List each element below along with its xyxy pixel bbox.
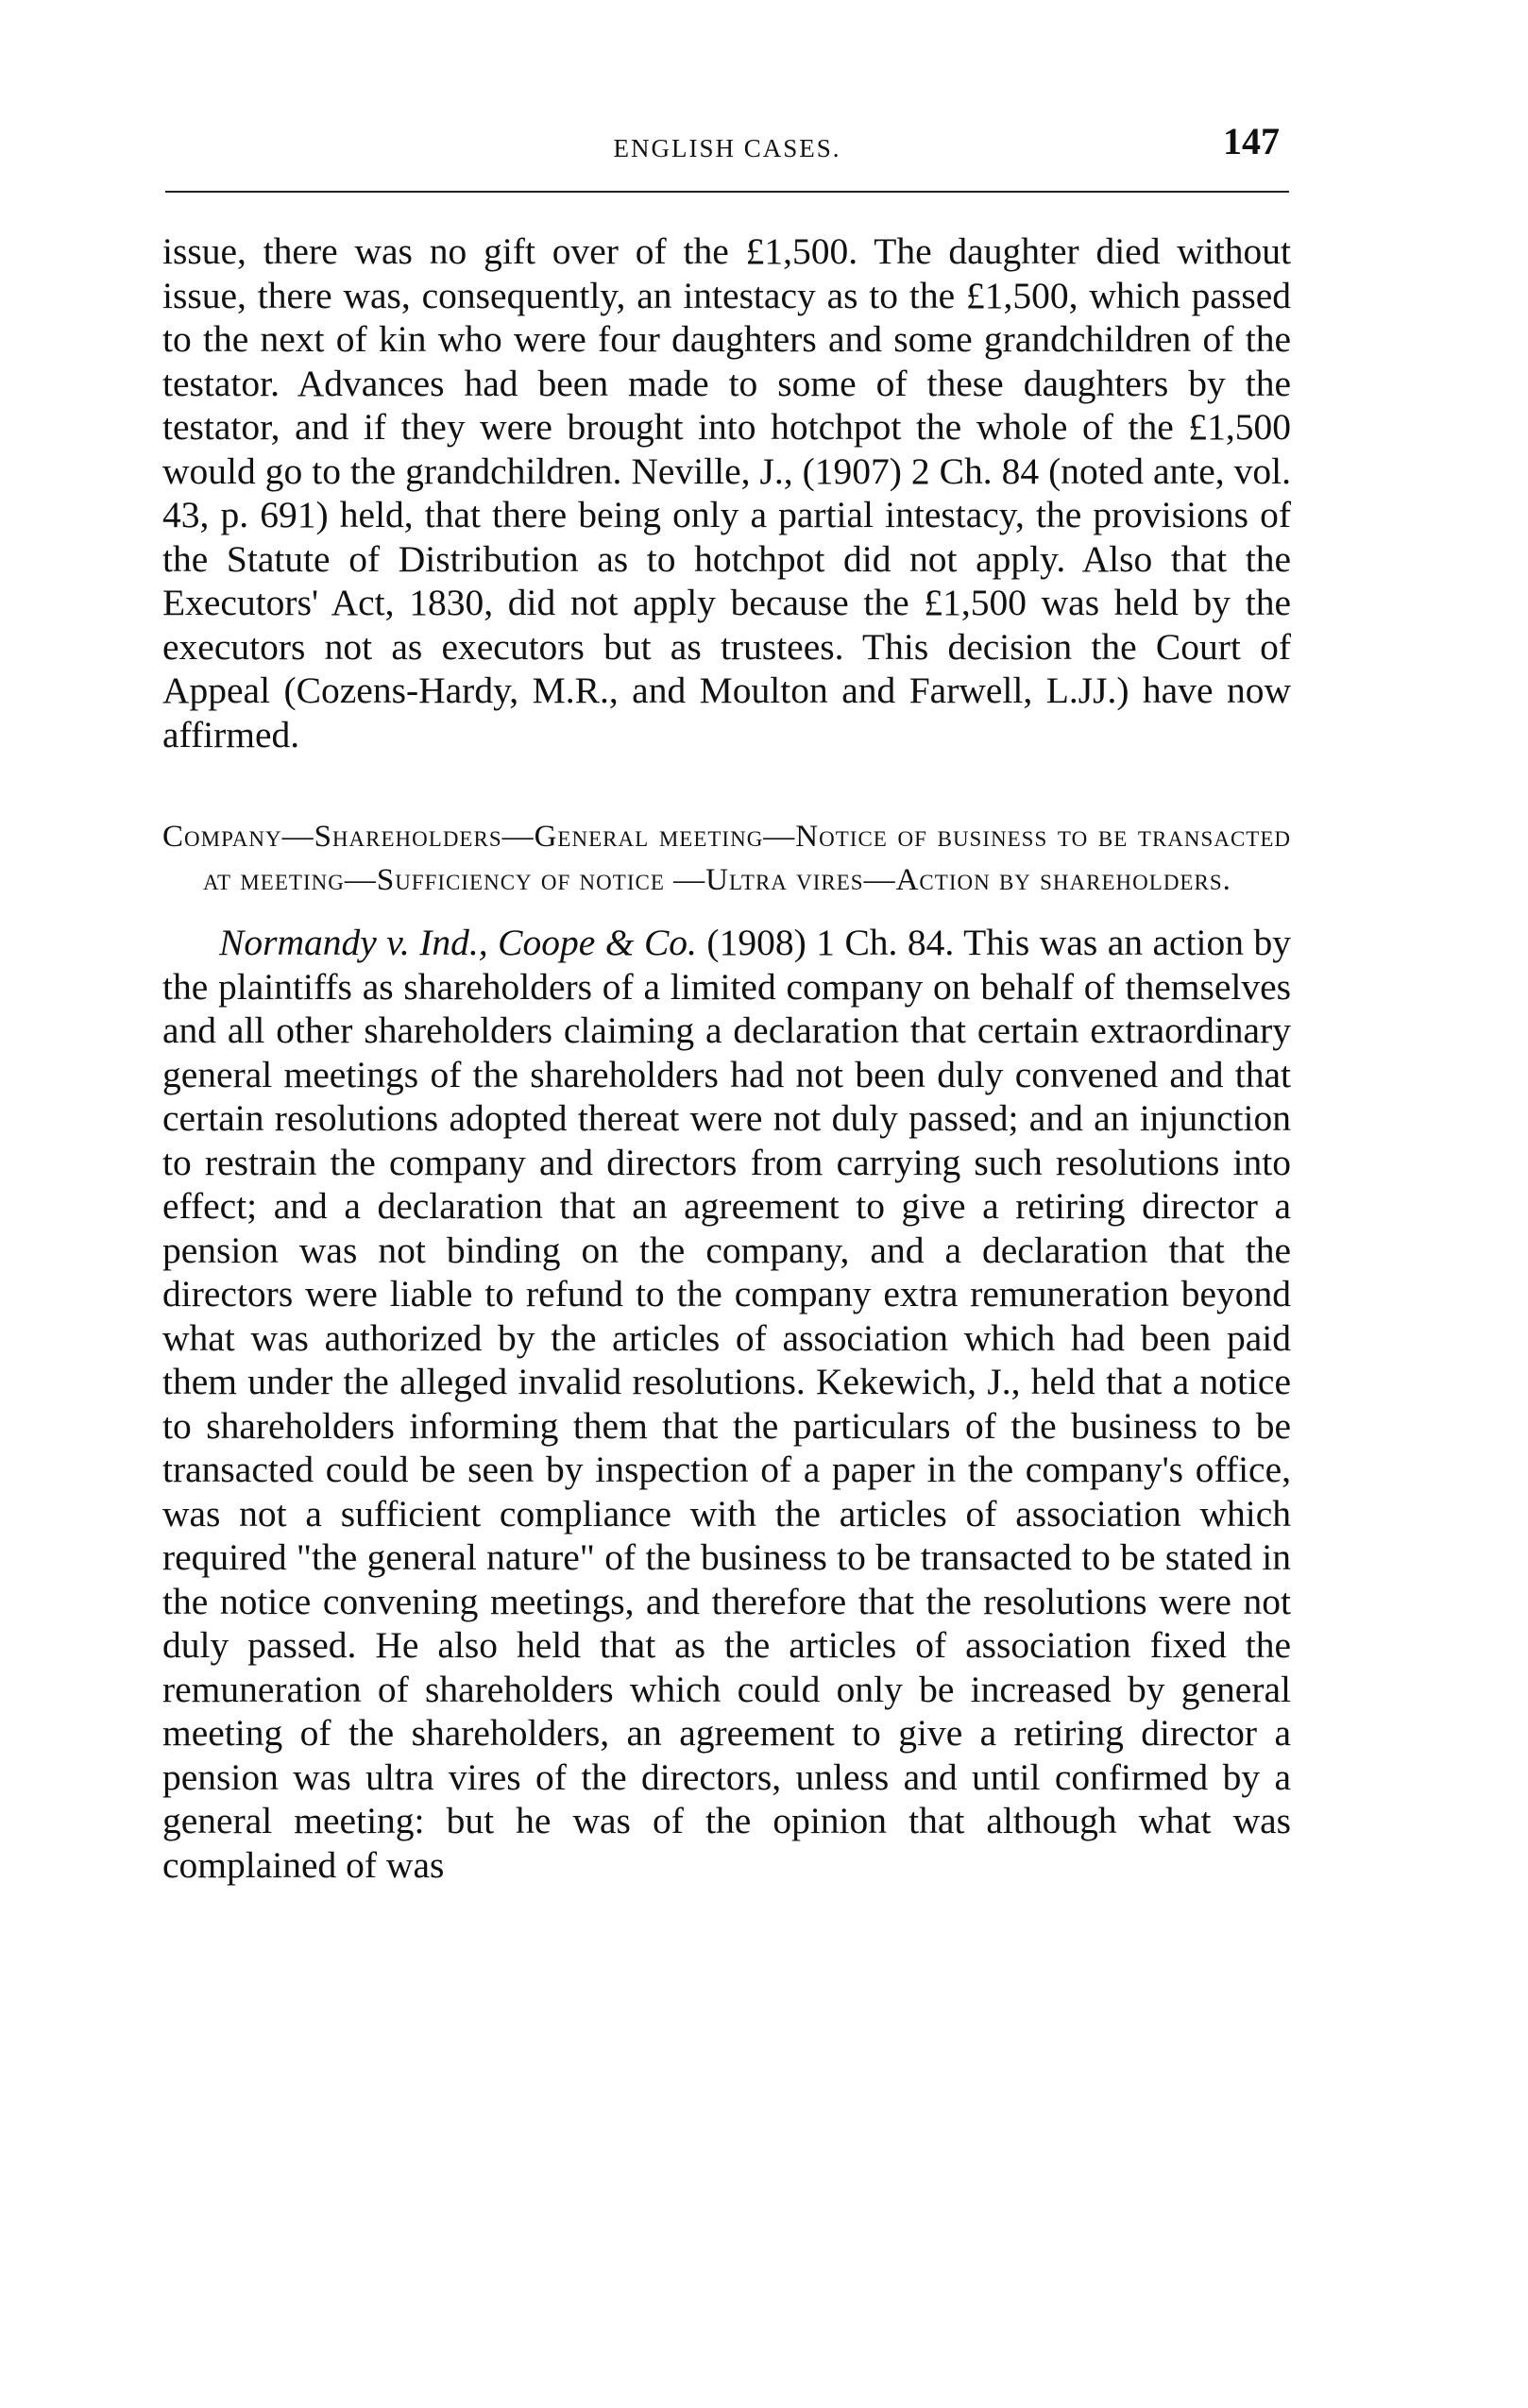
case-paragraph — [162, 921, 1291, 1887]
page-number: 147 — [1223, 120, 1280, 162]
paragraph-continued: issue, there was no gift over of the £1,500. The daughter died without issue, there was, consequently, an intestacy as to the £1,500, which passed to the next of kin who were four daughters and some grandchildren of the testator. Advances had been made to some of these daughters by the testator, and if they were brought into hotchpot the whole of the £1,500 would go to the grandchildren. Neville, J., (1907) 2 Ch. 84 (noted ante, vol. 43, p. 691) held, that there being only a partial intestacy, the provisions of the Statute of Distribution as to hotchpot did not apply. Also that the Executors' Act, 1830, did not apply because the £1,500 was held by the executors not as executors but as trustees. This decision the Court of Appeal (Cozens-Hardy, M.R., and Moulton and Farwell, L.JJ.) have now affirmed. — [162, 230, 1291, 755]
section-gap — [162, 756, 1291, 815]
running-header — [165, 113, 1289, 198]
case-citation: (1908) 1 Ch. 84. — [696, 922, 964, 963]
case-headnote: Company—Shareholders—General meeting—Notice of business to be transacted at meeting—Sufficiency of notice —Ultra vires—Action by shareholders. — [162, 820, 1291, 897]
case-summary: This was an action by the plaintiffs as shareholders of a limited company on behalf of themselves and all other shareholders claiming a declaration that certain extraordinary general meetings of the shareholders had not been duly convened and that certain resolutions adopted thereat were not duly passed; and an injunction to restrain the company and directors from carrying such resolutions into effect; and a declaration that an agreement to give a retiring director a pension was not binding on the company, and a declaration that the directors were liable to refund to the company extra remuneration beyond what was authorized by the articles of association which had been paid them under the alleged invalid resolutions. Kekewich, J., held that a notice to shareholders informing them that the particulars of the business to be transacted could be seen by inspection of a paper in the company's office, was not a sufficient compliance with the articles of association which required "the general nature" of the business to be transacted to be stated in the notice convening meetings, and therefore that the resolutions were not duly passed. He also held that as the articles of association fixed the remuneration of shareholders which could only be increased by general meeting of the shareholders, an agreement to give a retiring director a pension was ultra vires of the directors, unless and until confirmed by a general meeting: but he was of the opinion that although what was complained of was — [162, 922, 1291, 1886]
running-title: ENGLISH CASES. — [613, 134, 841, 162]
header-rule — [165, 191, 1289, 193]
case-name: Normandy v. Ind., Coope & Co. — [219, 922, 697, 963]
body-text — [162, 229, 1291, 1887]
